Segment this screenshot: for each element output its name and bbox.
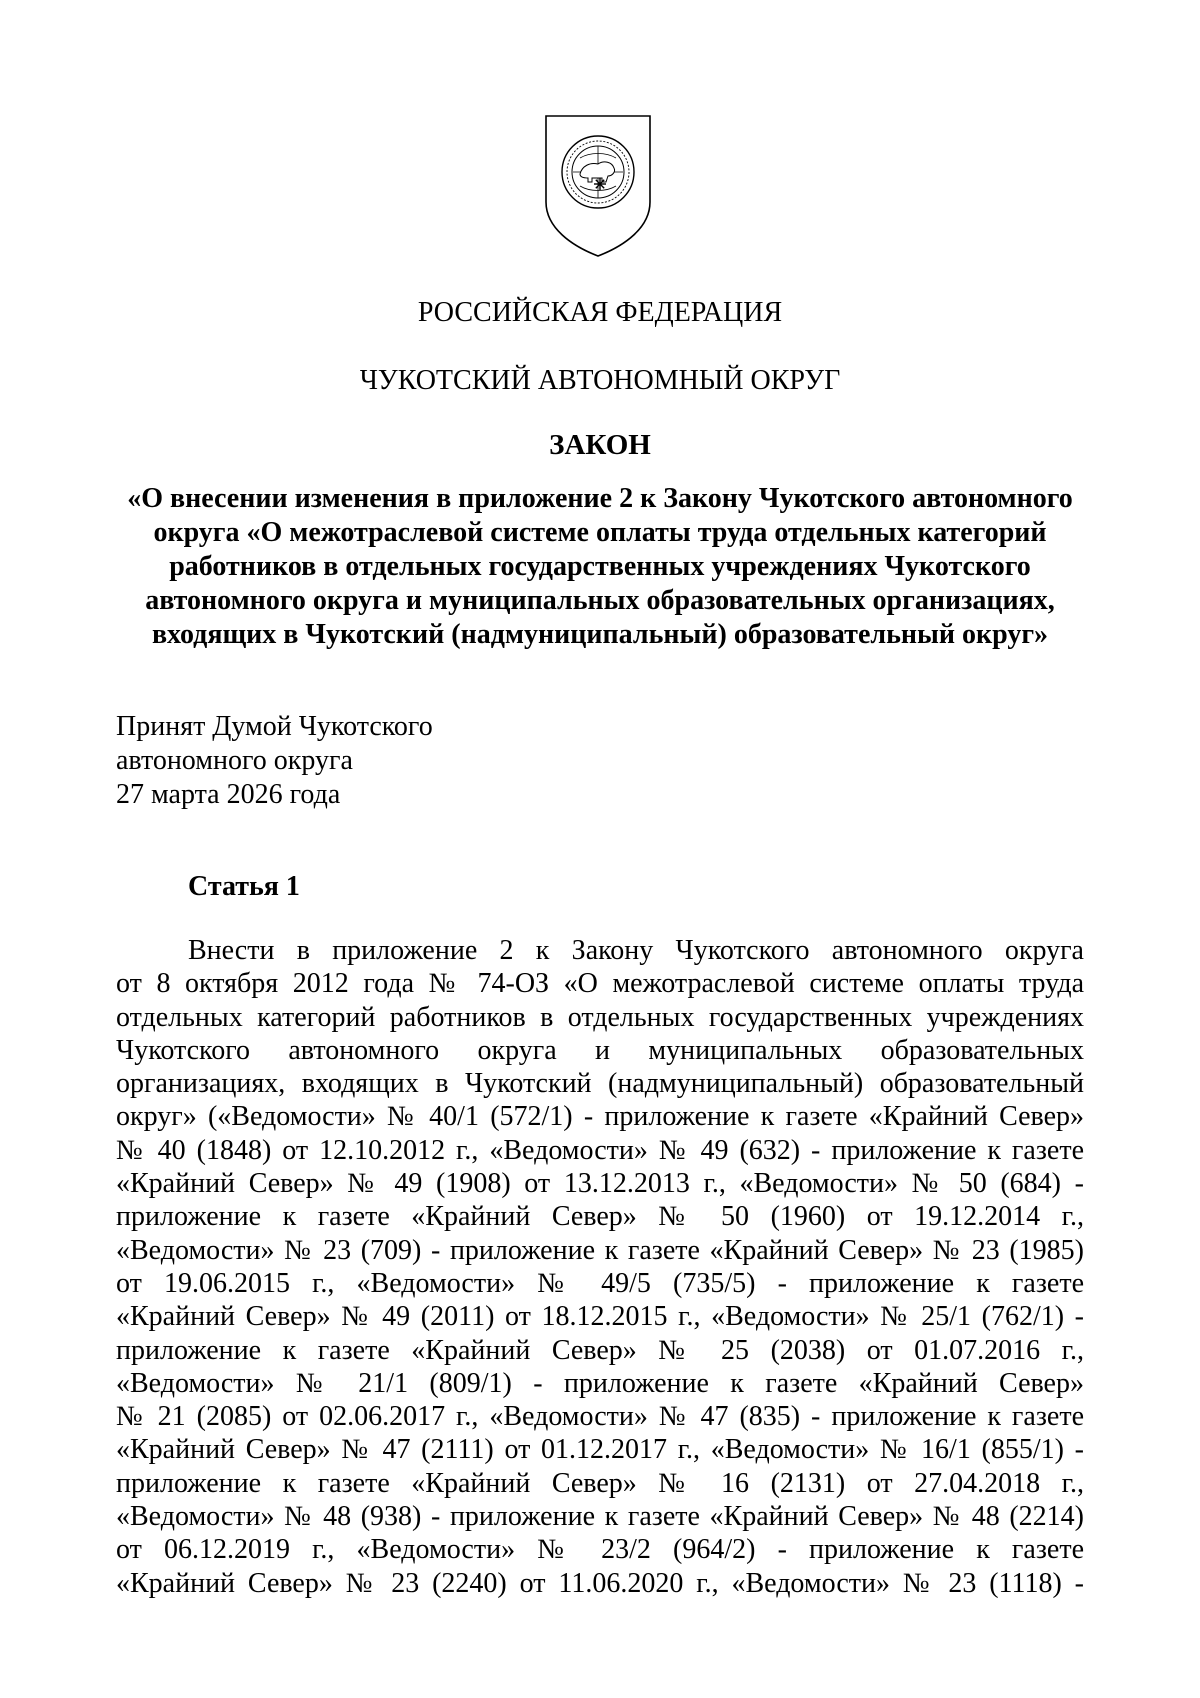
body-line: «Крайний Север» № 49 (1908) от 13.12.2013 г., «Ведомости» № 50 (684) - (116, 1168, 1084, 1200)
body-line: приложение к газете «Крайний Север» № 25 (2038) от 01.07.2016 г., (116, 1334, 1084, 1366)
body-line: округ» («Ведомости» № 40/1 (572/1) - приложение к газете «Крайний Север» (116, 1101, 1084, 1133)
body-line: Чукотского автономного округа и муниципальных образовательных (116, 1034, 1084, 1066)
body-line: приложение к газете «Крайний Север» № 50 (1960) от 19.12.2014 г., (116, 1201, 1084, 1233)
law-title-line: автономного округа и муниципальных образовательных организациях, (145, 585, 1055, 616)
body-line: «Ведомости» № 48 (938) - приложение к газете «Крайний Север» № 48 (2214) (116, 1501, 1084, 1533)
adoption-line: Принят Думой Чукотского (116, 711, 433, 742)
country-heading: РОССИЙСКАЯ ФЕДЕРАЦИЯ (417, 297, 783, 328)
document-type-heading: ЗАКОН (549, 429, 651, 461)
adoption-block (116, 710, 433, 812)
body-line: организациях, входящих в Чукотский (надмуниципальный) образовательный (116, 1068, 1084, 1100)
body-line: № 40 (1848) от 12.10.2012 г., «Ведомости» № 49 (632) - приложение к газете (116, 1134, 1084, 1166)
law-title-line: входящих в Чукотский (надмуниципальный) образовательный округ» (151, 619, 1049, 650)
article-body (116, 934, 1084, 1600)
chukotka-coat-of-arms-icon (540, 110, 656, 260)
region-heading: ЧУКОТСКИЙ АВТОНОМНЫЙ ОКРУГ (359, 365, 841, 396)
adoption-line: автономного округа (116, 745, 353, 776)
body-line: «Крайний Север» № 49 (2011) от 18.12.2015 г., «Ведомости» № 25/1 (762/1) - (116, 1301, 1084, 1333)
body-line: № 21 (2085) от 02.06.2017 г., «Ведомости» № 47 (835) - приложение к газете (116, 1401, 1084, 1433)
body-line: «Ведомости» № 23 (709) - приложение к газете «Крайний Север» № 23 (1985) (116, 1234, 1084, 1266)
body-line: от 19.06.2015 г., «Ведомости» № 49/5 (735/5) - приложение к газете (116, 1267, 1084, 1299)
body-line: «Крайний Север» № 47 (2111) от 01.12.2017 г., «Ведомости» № 16/1 (855/1) - (116, 1434, 1084, 1466)
body-line: «Ведомости» № 21/1 (809/1) - приложение к газете «Крайний Север» (116, 1367, 1084, 1399)
body-line: приложение к газете «Крайний Север» № 16 (2131) от 27.04.2018 г., (116, 1467, 1084, 1499)
body-line: отдельных категорий работников в отдельных государственных учреждениях (116, 1001, 1084, 1033)
law-title (100, 482, 1100, 652)
adoption-date: 27 марта 2026 года (116, 779, 341, 810)
article-heading: Статья 1 (188, 871, 300, 902)
body-line: Внести в приложение 2 к Закону Чукотского автономного округа (188, 935, 1084, 966)
law-title-line: работников в отдельных государственных учреждениях Чукотского (169, 551, 1031, 582)
body-line: от 06.12.2019 г., «Ведомости» № 23/2 (964/2) - приложение к газете (116, 1534, 1084, 1566)
body-line: от 8 октября 2012 года № 74-ОЗ «О межотраслевой системе оплаты труда (116, 968, 1084, 1000)
body-line: «Крайний Север» № 23 (2240) от 11.06.2020 г., «Ведомости» № 23 (1118) - (116, 1567, 1084, 1599)
law-title-line: «О внесении изменения в приложение 2 к Закону Чукотского автономного (127, 483, 1073, 514)
law-title-line: округа «О межотраслевой системе оплаты труда отдельных категорий (153, 517, 1047, 548)
